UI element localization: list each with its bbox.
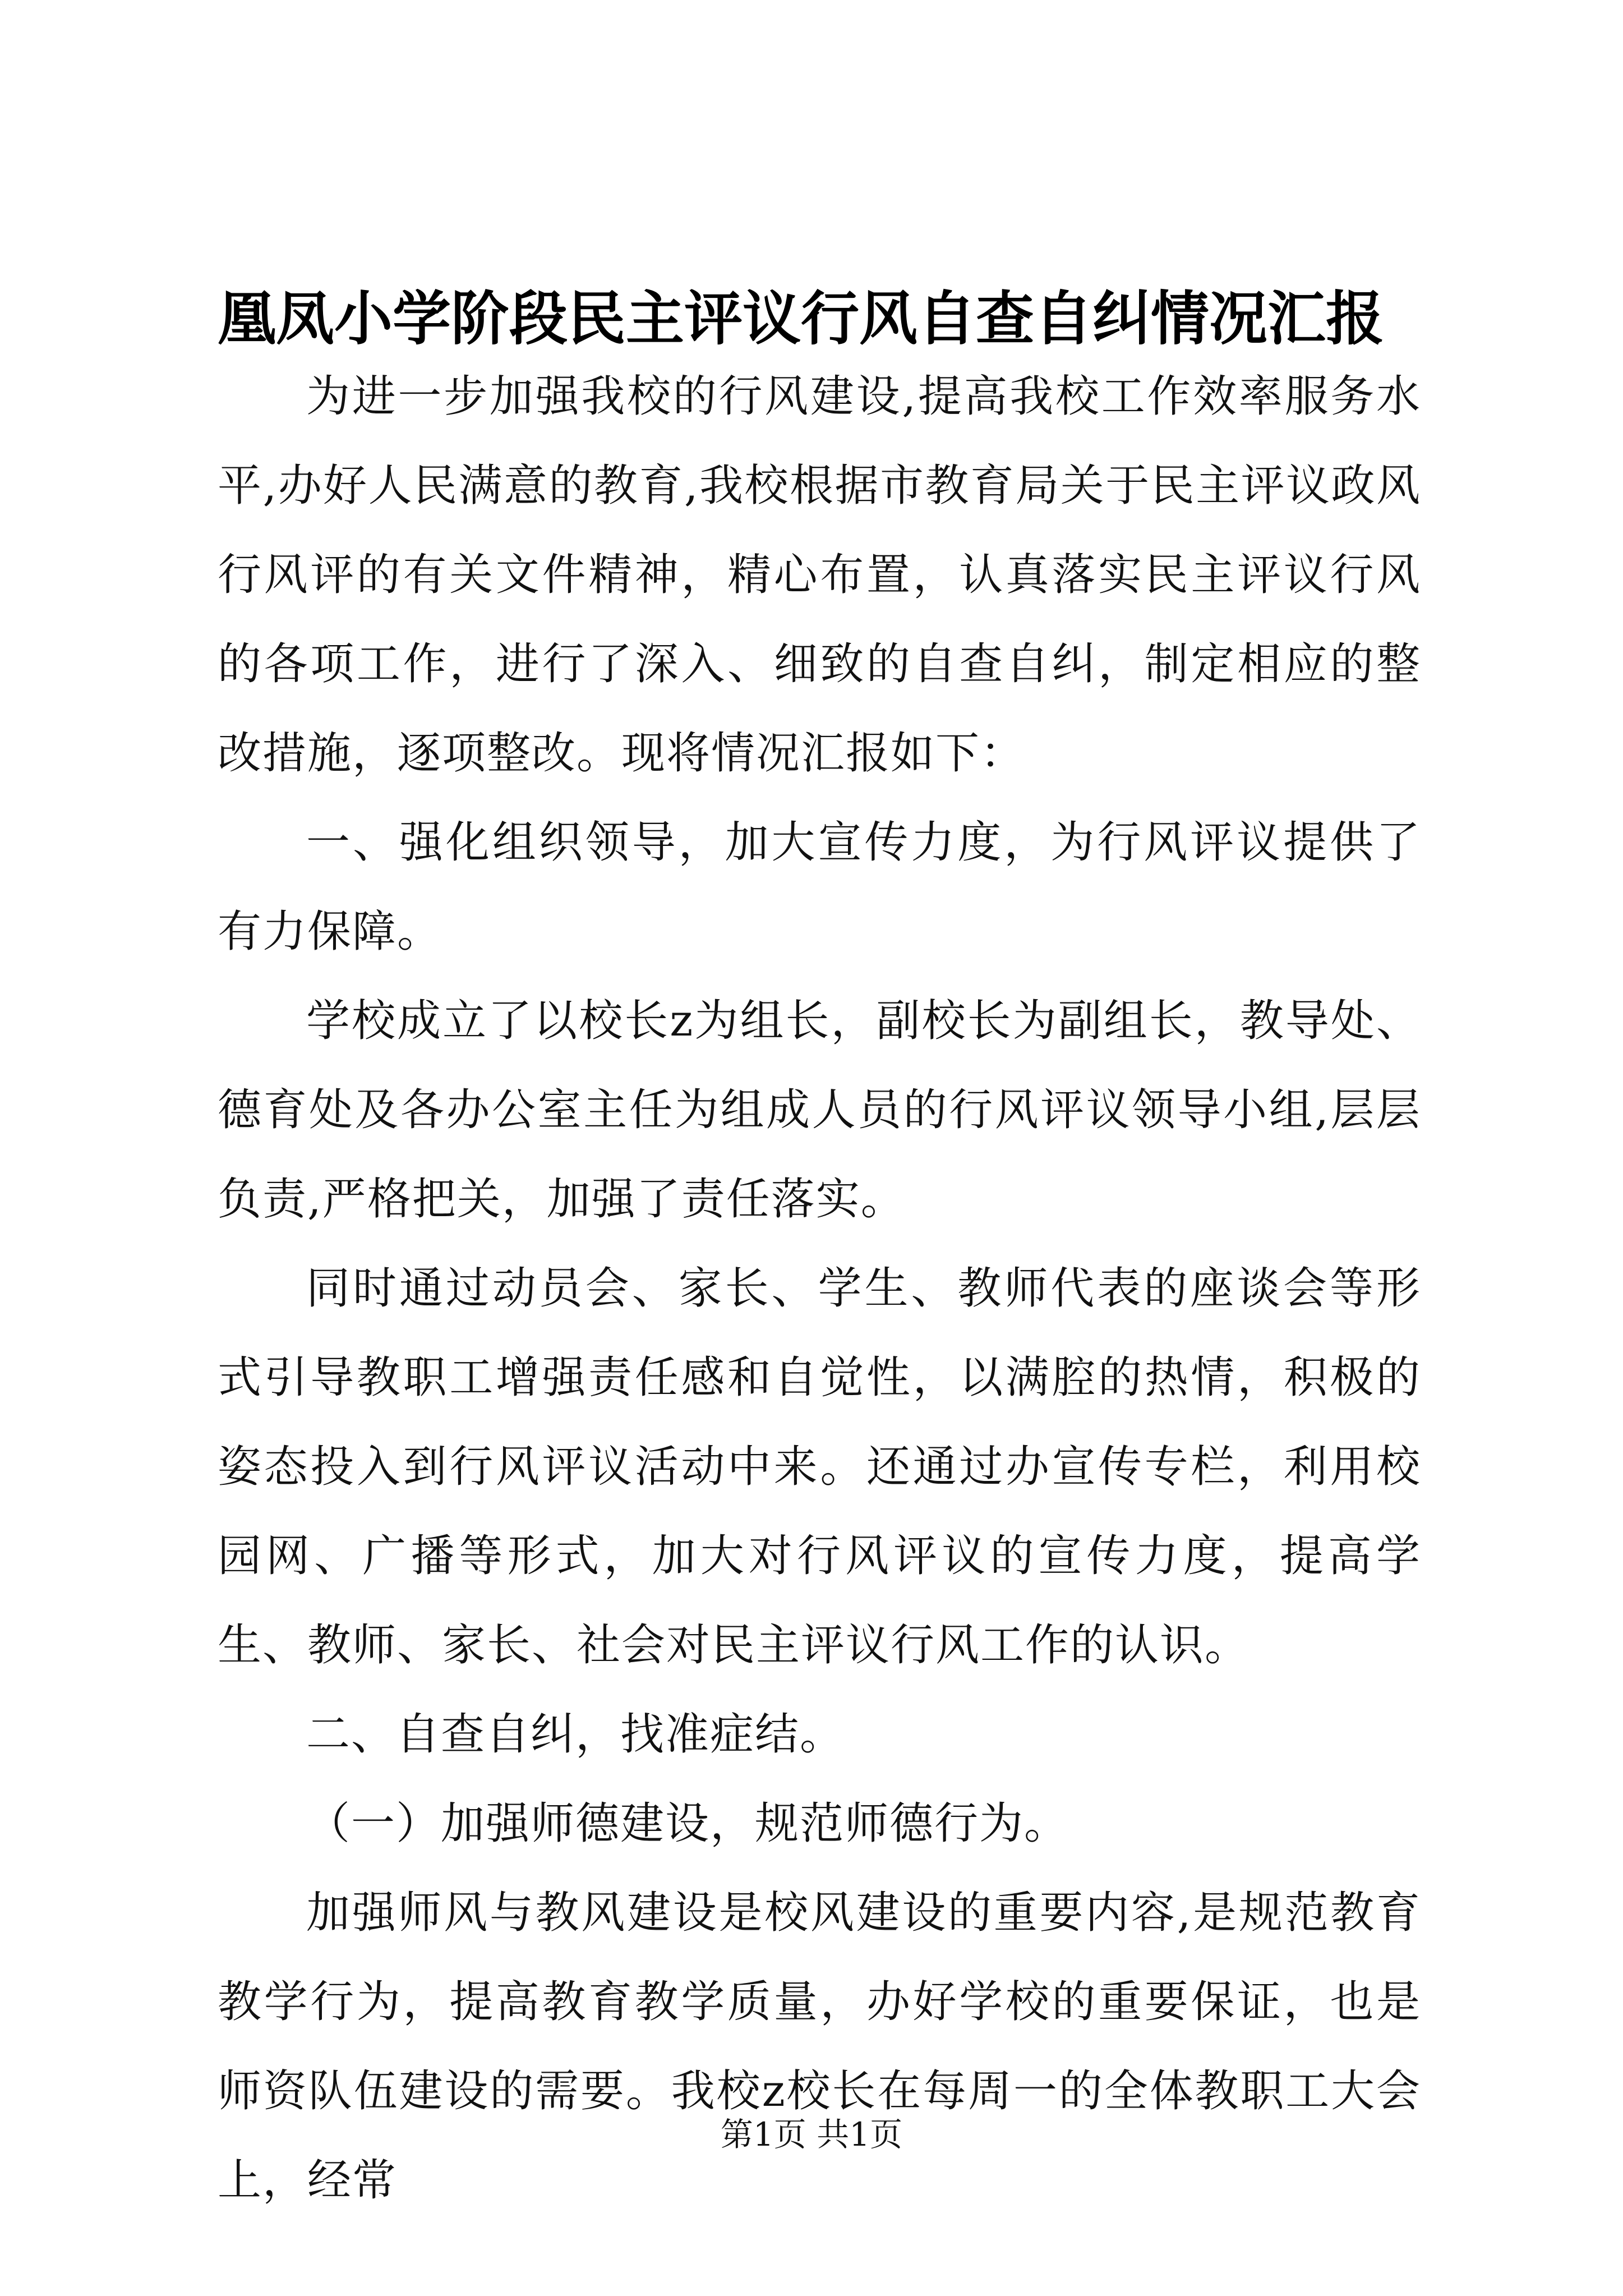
paragraph-leadership-group: 学校成立了以校长z为组长，副校长为副组长，教导处、德育处及各办公室主任为组成人员的行风评议领导小组,层层负责,严格把关，加强了责任落实。 [218, 996, 1421, 1225]
paragraph-intro: 为进一步加强我校的行风建设,提高我校工作效率服务水平,办好人民满意的教育,我校根据市教育局关于民主评议政风行风评的有关文件精神，精心布置，认真落实民主评议行风的各项工作，进行了深入、细致的自查自纠，制定相应的整改措施，逐项整改。现将情况汇报如下： [218, 371, 1421, 779]
paragraph-teacher-ethics: 加强师风与教风建设是校风建设的重要内容,是规范教育教学行为，提高教育教学质量，办好学校的重要保证，也是师资队伍建设的需要。我校z校长在每周一的全体教职工大会上，经常 [218, 1888, 1421, 2206]
heading-section-2: 二、自查自纠，找准症结。 [306, 1709, 845, 1760]
heading-section-1: 一、强化组织领导，加大宣传力度，为行风评议提供了有力保障。 [218, 817, 1421, 957]
document-title: 凰凤小学阶段民主评议行风自查自纠情况汇报 [218, 284, 1385, 353]
page-footer: 第1页 共1页 [720, 2115, 903, 2154]
paragraph-publicity: 同时通过动员会、家长、学生、教师代表的座谈会等形式引导教职工增强责任感和自觉性，以满腔的热情，积极的姿态投入到行风评议活动中来。还通过办宣传专栏，利用校园网、广播等形式，加大对行风评议的宣传力度，提高学生、教师、家长、社会对民主评议行风工作的认识。 [218, 1263, 1421, 1671]
document-body [218, 352, 1421, 2225]
heading-subsection-1: （一）加强师德建设，规范师德行为。 [306, 1798, 1069, 1849]
